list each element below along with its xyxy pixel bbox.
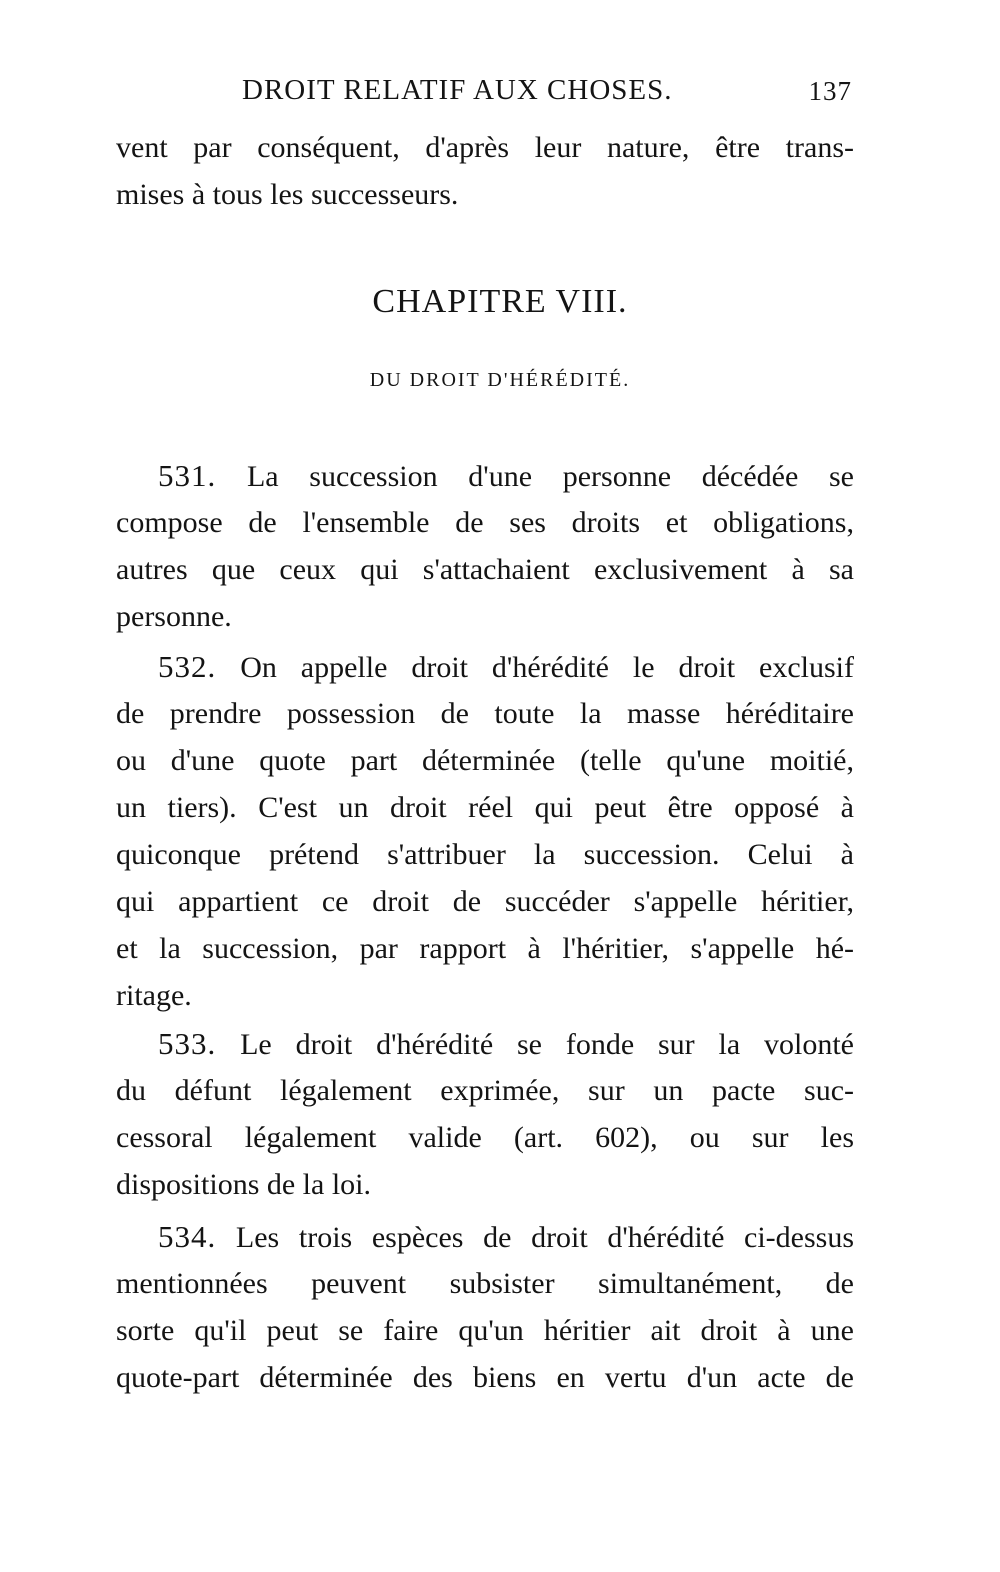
text-line: mentionnées peuvent subsister simultanément, de [116,1267,854,1300]
text-line: vent par conséquent, d'après leur nature, être trans- [116,131,854,164]
article-text: Les trois espèces de droit d'hérédité ci-dessus [235,1221,855,1254]
article-534 [116,1213,854,1401]
article-first-line [116,643,854,690]
article-text: La succession d'une personne décédée se [246,460,854,493]
article-533 [116,1020,854,1208]
text-line: mises à tous les successeurs. [116,178,459,211]
article-531 [116,452,854,640]
running-title: DROIT RELATIF AUX CHOSES. [242,74,673,106]
page-number: 137 [808,76,852,106]
text-line: un tiers). C'est un droit réel qui peut être opposé à [116,791,854,824]
text-line: dispositions de la loi. [116,1168,371,1201]
text-line: quiconque prétend s'attribuer la succession. Celui à [116,838,854,871]
article-first-line [116,1213,854,1260]
chapter-title: CHAPITRE VIII. [372,283,628,320]
running-head [116,74,856,114]
article-first-line [116,452,854,499]
article-number: 531. [158,458,217,493]
text-line: sorte qu'il peut se faire qu'un héritier ait droit à une [116,1314,854,1347]
article-number: 534. [158,1219,217,1254]
article-text: Le droit d'hérédité se fonde sur la volonté [240,1028,854,1061]
text-line: qui appartient ce droit de succéder s'appelle héritier, [116,885,854,918]
article-text: On appelle droit d'hérédité le droit exclusif [240,651,855,684]
text-line: ritage. [116,979,192,1012]
article-number: 533. [158,1026,217,1061]
text-line: cessoral légalement valide (art. 602), ou sur les [116,1121,854,1154]
text-line: du défunt légalement exprimée, sur un pacte suc- [116,1074,854,1107]
text-line: quote-part déterminée des biens en vertu d'un acte de [116,1361,854,1394]
text-line: personne. [116,600,232,633]
text-line: et la succession, par rapport à l'héritier, s'appelle hé- [116,932,854,965]
article-first-line [116,1020,854,1067]
chapter-subtitle: DU DROIT D'HÉRÉDITÉ. [369,369,631,391]
article-532 [116,643,854,1019]
text-line: ou d'une quote part déterminée (telle qu'une moitié, [116,744,854,777]
intro-paragraph [116,124,854,218]
text-line: compose de l'ensemble de ses droits et obligations, [116,506,854,539]
text-line: autres que ceux qui s'attachaient exclusivement à sa [116,553,854,586]
article-number: 532. [158,649,217,684]
text-line: de prendre possession de toute la masse héréditaire [116,697,854,730]
